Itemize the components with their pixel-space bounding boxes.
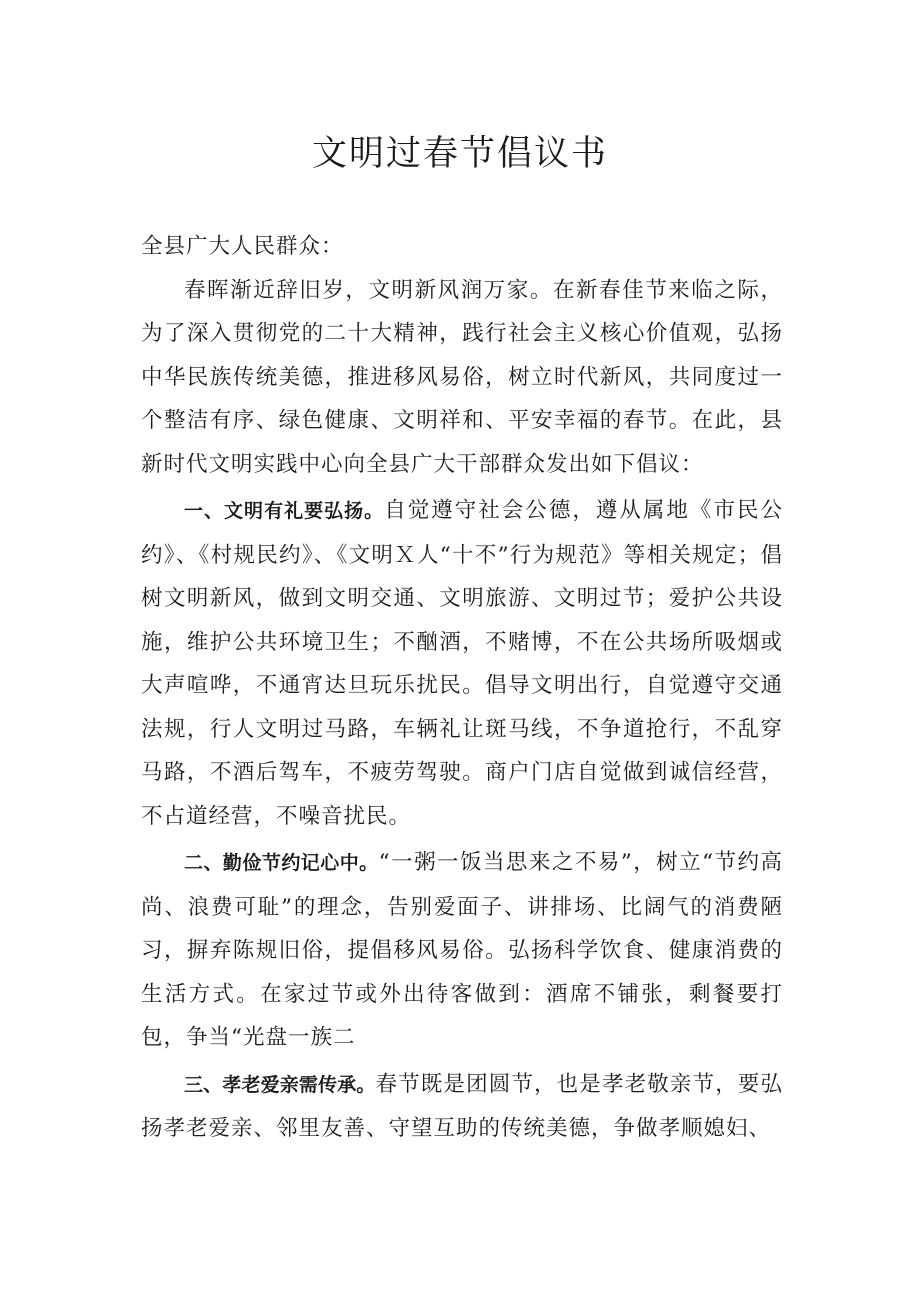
section-heading-3: 三、孝老爱亲需传承。 <box>184 1073 376 1096</box>
intro-paragraph: 春晖渐近辞旧岁，文明新风润万家。在新春佳节来临之际，为了深入贯彻党的二十大精神，践行社会主义核心价值观，弘扬中华民族传统美德，推进移风易俗，树立时代新风，共同度过一个整洁有序、绿色健康、文明祥和、平安幸福的春节。在此，县新时代文明实践中心向全县广大干部群众发出如下倡议： <box>141 277 783 477</box>
section-paragraph-3 <box>141 1063 783 1151</box>
section-text-1: 自觉遵守社会公德，遵从属地《市民公约》、《村规民约》、《文明Ｘ人“十不”行为规范》等相关规定；倡树文明新风，做到文明交通、文明旅游、文明过节；爱护公共设施，维护公共环境卫生；不酗酒，不赌博，不在公共场所吸烟或大声喧哗，不通宵达旦玩乐扰民。倡导文明出行，自觉遵守交通法规，行人文明过马路，车辆礼让斑马线，不争道抢行，不乱穿马路，不酒后驾车，不疲劳驾驶。商户门店自觉做到诚信经营，不占道经营，不噪音扰民。 <box>141 498 783 829</box>
section-paragraph-1 <box>141 489 783 838</box>
document-title: 文明过春节倡议书 <box>311 134 608 174</box>
section-text-3: 春节既是团圆节，也是孝老敬亲节，要弘扬孝老爱亲、邻里友善、守望互助的传统美德，争做孝顺媳妇、 <box>141 1071 783 1141</box>
salutation: 全县广大人民群众： <box>141 234 344 259</box>
document-body <box>141 225 783 1151</box>
section-text-2: “一粥一饭当思来之不易”，树立“节约高尚、浪费可耻”的理念，告别爱面子、讲排场、比阔气的消费陋习，摒弃陈规旧俗，提倡移风易俗。弘扬科学饮食、健康消费的生活方式。在家过节或外出待客做到：酒席不铺张，剩餐要打包，争当“光盘一族二 <box>141 850 783 1050</box>
section-paragraph-2 <box>141 841 783 1060</box>
section-heading-2: 二、勤俭节约记心中。 <box>184 852 379 874</box>
section-heading-1: 一、文明有礼要弘扬。 <box>184 500 385 522</box>
